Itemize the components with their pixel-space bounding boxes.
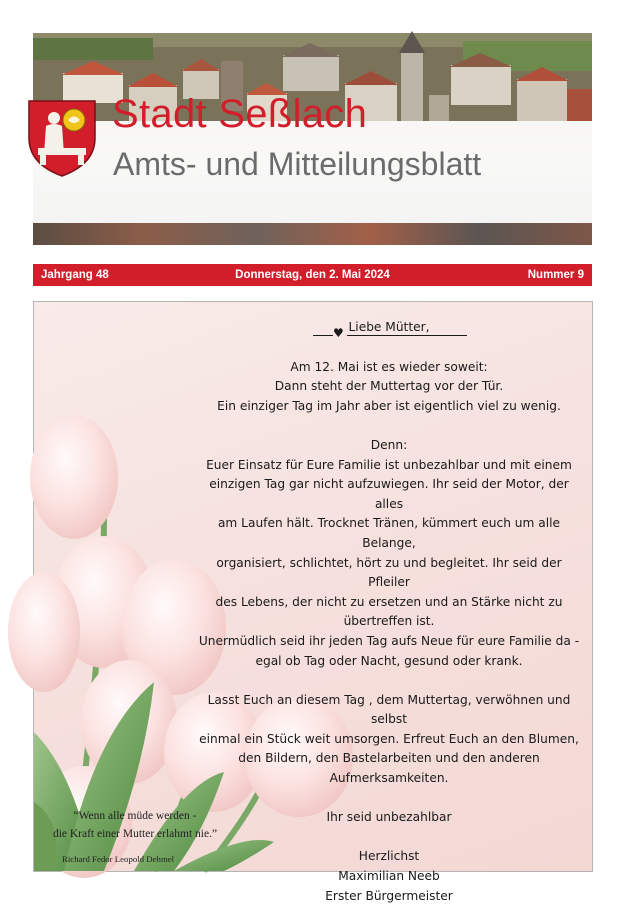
page-title: Stadt Seßlach [112,92,368,136]
letter-line: einzigen Tag gar nicht aufzuwiegen. Ihr seid der Motor, der alles [209,477,569,511]
letter-line: Aufmerksamkeiten. [329,771,449,786]
heart-icon: ♥ [333,326,344,340]
signoff-title: Erster Bürgermeister [325,888,453,903]
letter-line: übertreffen ist. [343,614,435,629]
letter-text [194,318,584,906]
letter-line: Euer Einsatz für Eure Familie ist unbezahlbar und mit einem [206,457,572,472]
quote-block [40,807,230,843]
issue-number: Nummer 9 [527,269,584,281]
mothers-day-card [33,301,593,903]
letter-line: einmal ein Stück weit umsorgen. Erfreut Euch an den Blumen, [199,731,579,746]
volume-label: Jahrgang 48 [41,269,109,281]
letter-line: Ein einziger Tag im Jahr aber ist eigentlich viel zu wenig. [217,398,561,413]
letter-line: Denn: [370,437,408,452]
letter-line: Dann steht der Muttertag vor der Tür. [274,379,504,394]
letter-line: am Laufen hält. Trocknet Tränen, kümmert euch um alle Belange, [217,516,561,550]
letter-salutation: Liebe Mütter, [348,320,430,334]
letter-line: Lasst Euch an diesem Tag , dem Muttertag, verwöhnen und selbst [207,692,571,727]
town-photo-bottom [33,223,592,245]
quote-line: “Wenn alle müde werden - [73,810,197,822]
page-subtitle: Amts- und Mitteilungsblatt [113,146,482,182]
quote-line: die Kraft einer Mutter erlahmt nie.” [52,828,218,840]
issue-date: Donnerstag, den 2. Mai 2024 [235,269,390,281]
quote-author: Richard Fedor Leopold Dehmel [62,854,175,864]
letter-line: organisiert, schlichtet, hört zu und begleitet. Ihr seid der Pfleiler [216,555,562,590]
issue-info-bar [33,264,592,286]
letter-line: des Lebens, der nicht zu ersetzen und an Stärke nicht zu [215,594,563,609]
divider-left [313,335,333,336]
letter-salutation-row [194,318,584,338]
signoff-name: Maximilian Neeb [338,869,440,884]
letter-line: egal ob Tag oder Nacht, gesund oder krank. [255,653,523,668]
masthead [33,33,592,245]
letter-line: Am 12. Mai ist es wieder soweit: [290,359,488,374]
divider-right [347,335,467,336]
letter-line: Unermüdlich seid ihr jeden Tag aufs Neue für eure Familie da - [198,633,580,648]
letter-line: den Bildern, den Bastelarbeiten und den anderen [238,751,540,766]
coat-of-arms-icon [26,98,98,178]
signoff-greeting: Herzlichst [358,849,420,864]
letter-closing: Ihr seid unbezahlbar [326,810,452,825]
